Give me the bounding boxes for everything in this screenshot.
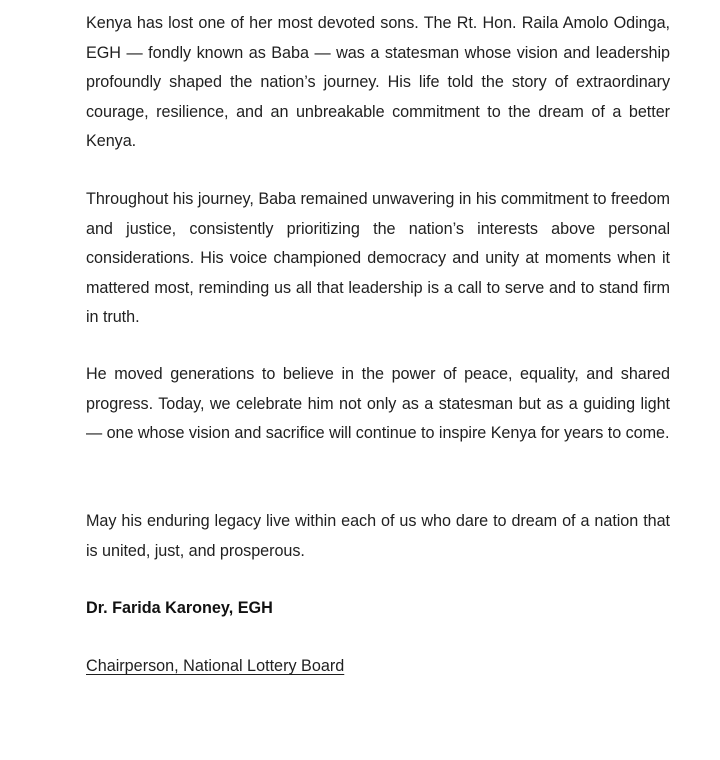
paragraph-closing-wish: May his enduring legacy live within each of us who dare to dream of a nation that is united, just, and prosperous. [86, 512, 670, 560]
signature-title: Chairperson, National Lottery Board [86, 657, 345, 675]
paragraph-commitment: Throughout his journey, Baba remained unwavering in his commitment to freedom and justice, consistently prioritizing the nation’s interests above personal considerations. His voice championed democracy and unity at moments when it mattered most, reminding us all that leadership is a call to serve and to stand firm in truth. [86, 190, 670, 327]
paragraph-legacy-inspiration: He moved generations to believe in the power of peace, equality, and shared progress. Today, we celebrate him not only as a statesman but as a guiding light — one whose vision and sacrifice will continue to inspire Kenya for years to come. [86, 365, 670, 443]
paragraph-tribute-opening: Kenya has lost one of her most devoted sons. The Rt. Hon. Raila Amolo Odinga, EGH — fondly known as Baba — was a statesman whose vision and leadership profoundly shaped the nation’s journey. His life told the story of extraordinary courage, resilience, and an unbreakable commitment to the dream of a better Kenya. [86, 14, 670, 151]
signature-name: Dr. Farida Karoney, EGH [86, 599, 273, 617]
